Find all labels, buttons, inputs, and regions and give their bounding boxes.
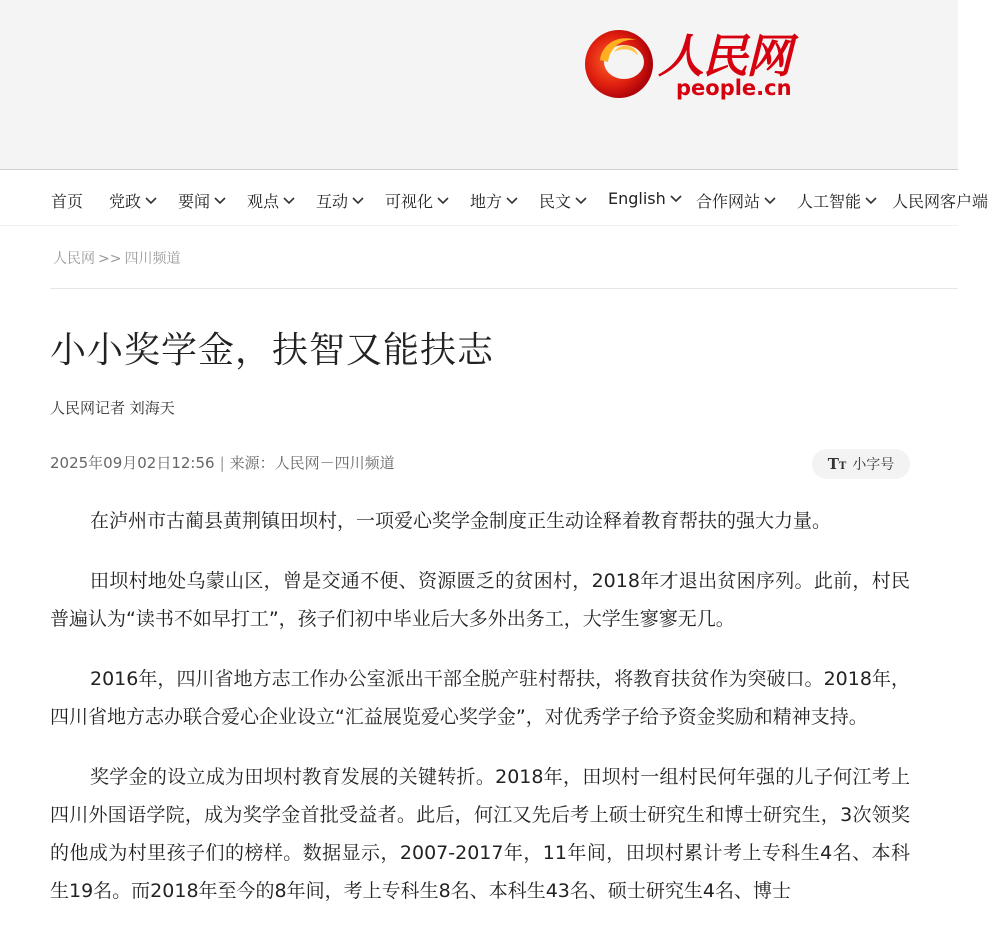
article-title: 小小奖学金，扶智又能扶志 [50,330,495,371]
nav-divider [0,225,958,226]
article-source: 来源：人民网－四川频道 [229,454,395,472]
divider [50,288,958,289]
chevron-down-icon [575,196,587,206]
breadcrumb-separator: >> [98,251,122,267]
breadcrumb [53,248,180,268]
article-body [50,502,910,932]
nav-item-english[interactable] [608,189,682,208]
nav-label: 党政 [109,192,142,211]
nav-label: 首页 [51,192,84,211]
logo-chinese-text: 人民网 [658,29,790,83]
main-nav [0,169,988,226]
logo-emblem-icon [584,22,656,102]
nav-label: 观点 [247,192,280,211]
nav-item-guandian[interactable] [247,189,295,212]
font-size-label: 小字号 [852,457,895,473]
article-paragraph: 田坝村地处乌蒙山区，曾是交通不便、资源匮乏的贫困村，2018年才退出贫困序列。此前，村民普遍认为“读书不如早打工”，孩子们初中毕业后大多外出务工，大学生寥寥无几。 [50,570,910,630]
nav-label: 人民网客户端 [892,192,988,211]
chevron-down-icon [145,196,157,206]
site-header [0,0,958,169]
nav-label: English [608,189,666,208]
chevron-down-icon [352,196,364,206]
nav-label: 互动 [316,192,349,211]
chevron-down-icon [670,194,682,204]
nav-item-ai[interactable] [797,189,877,212]
article-paragraph: 奖学金的设立成为田坝村教育发展的关键转折。2018年，田坝村一组村民何年强的儿子何江考上四川外国语学院，成为奖学金首批受益者。此后，何江又先后考上硕士研究生和博士研究生，3次领奖的他成为村里孩子们的榜样。数据显示，2007-2017年，11年间，田坝村累计考上专科生4名、本科生19名。而2018年至今的8年间，考上专科生8名、本科生43名、硕士研究生4名、博士 [50,766,910,902]
font-size-button[interactable] [812,449,910,479]
nav-item-keshihua[interactable] [385,189,449,212]
people-cn-logo[interactable] [584,22,814,112]
font-size-icon: TT [827,455,847,473]
nav-label: 合作网站 [696,192,761,211]
nav-item-hezuo[interactable] [696,189,776,212]
nav-label: 可视化 [385,192,434,211]
nav-item-home[interactable] [51,189,83,212]
chevron-down-icon [214,196,226,206]
nav-label: 民文 [539,192,572,211]
article-meta [50,452,395,473]
breadcrumb-home-link[interactable]: 人民网 [53,251,95,267]
chevron-down-icon [865,196,877,206]
chevron-down-icon [283,196,295,206]
breadcrumb-channel-link[interactable]: 四川频道 [124,251,181,267]
article-paragraph: 在泸州市古蔺县黄荆镇田坝村，一项爱心奖学金制度正生动诠释着教育帮扶的强大力量。 [90,510,832,532]
article-datetime: 2025年09月02日12:56 [50,454,215,472]
chevron-down-icon [506,196,518,206]
nav-label: 人工智能 [797,192,862,211]
nav-item-minwen[interactable] [539,189,587,212]
nav-item-yaowen[interactable] [178,189,226,212]
article-author: 人民网记者 刘海天 [50,399,175,417]
nav-item-client[interactable] [892,189,988,212]
nav-item-hudong[interactable] [316,189,364,212]
nav-item-dangzheng[interactable] [109,189,157,212]
logo-english-text: people.cn [676,76,792,100]
meta-separator: | [219,454,225,472]
nav-label: 地方 [470,192,503,211]
chevron-down-icon [437,196,449,206]
nav-item-difang[interactable] [470,189,518,212]
nav-label: 要闻 [178,192,211,211]
chevron-down-icon [764,196,776,206]
article-paragraph: 2016年，四川省地方志工作办公室派出干部全脱产驻村帮扶，将教育扶贫作为突破口。2018年，四川省地方志办联合爱心企业设立“汇益展览爱心奖学金”，对优秀学子给予资金奖励和精神支持。 [50,668,910,728]
